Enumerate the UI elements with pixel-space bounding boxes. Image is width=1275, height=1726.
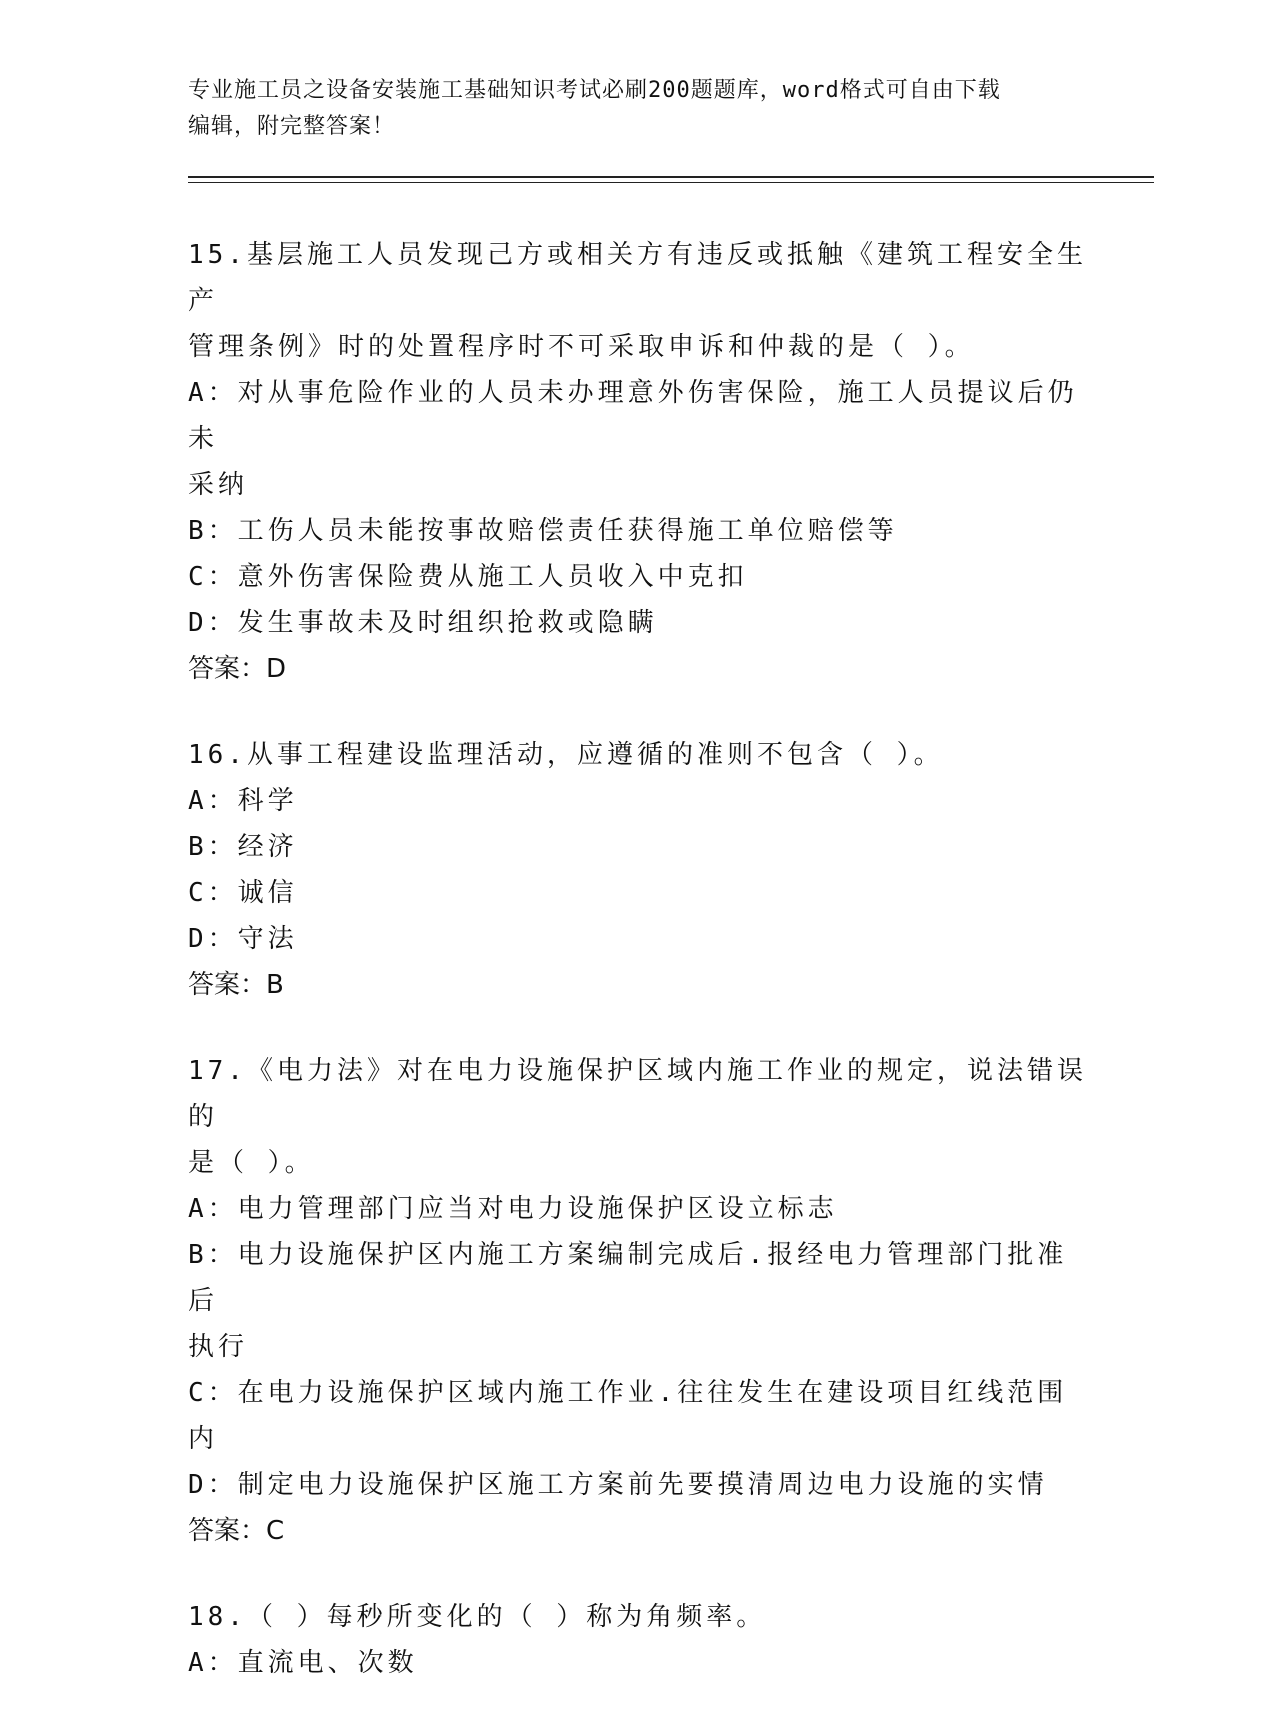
question-16 xyxy=(188,732,1088,1008)
answer-line: 答案：B xyxy=(188,970,284,1000)
option-c: C：意外伤害保险费从施工人员收入中克扣 xyxy=(188,562,748,592)
option-b-continuation: 执行 xyxy=(188,1332,249,1362)
option-c: C：在电力设施保护区域内施工作业.往往发生在建设项目红线范围内 xyxy=(188,1378,1068,1454)
option-b: B：工伤人员未能按事故赔偿责任获得施工单位赔偿等 xyxy=(188,516,898,546)
question-stem-line: 17.《电力法》对在电力设施保护区域内施工作业的规定，说法错误的 xyxy=(188,1056,1087,1132)
option-c: C：诚信 xyxy=(188,878,298,908)
header-title-line-2: 编辑，附完整答案！ xyxy=(188,114,396,139)
answer-line: 答案：C xyxy=(188,1516,285,1546)
header-divider-thick xyxy=(188,176,1154,178)
option-a: A：电力管理部门应当对电力设施保护区设立标志 xyxy=(188,1194,838,1224)
question-list xyxy=(188,232,1088,1726)
question-stem-line: 18.（ ）每秒所变化的（ ）称为角频率。 xyxy=(188,1602,767,1632)
question-17 xyxy=(188,1048,1088,1554)
answer-line: 答案：D xyxy=(188,654,287,684)
header-divider-thin xyxy=(188,182,1154,183)
question-stem-line: 15.基层施工人员发现己方或相关方有违反或抵触《建筑工程安全生产 xyxy=(188,240,1087,316)
option-a: A：对从事危险作业的人员未办理意外伤害保险，施工人员提议后仍未 xyxy=(188,378,1078,454)
question-stem-line: 是（ ）。 xyxy=(188,1148,315,1178)
option-d: D：守法 xyxy=(188,924,298,954)
option-a: A：科学 xyxy=(188,786,298,816)
option-a-continuation: 采纳 xyxy=(188,470,249,500)
option-d: D：制定电力设施保护区施工方案前先要摸清周边电力设施的实情 xyxy=(188,1470,1048,1500)
option-b: B：经济 xyxy=(188,832,298,862)
question-18 xyxy=(188,1594,1088,1686)
header-title-line-1: 专业施工员之设备安装施工基础知识考试必刷200题题库，word格式可自由下载 xyxy=(188,78,1001,103)
option-d: D：发生事故未及时组织抢救或隐瞒 xyxy=(188,608,658,638)
question-stem-line: 管理条例》时的处置程序时不可采取申诉和仲裁的是（ ）。 xyxy=(188,332,975,362)
question-stem-line: 16.从事工程建设监理活动，应遵循的准则不包含（ ）。 xyxy=(188,740,944,770)
document-header xyxy=(188,73,1068,145)
option-a: A：直流电、次数 xyxy=(188,1648,418,1678)
option-b: B：电力设施保护区内施工方案编制完成后.报经电力管理部门批准后 xyxy=(188,1240,1068,1316)
question-15 xyxy=(188,232,1088,692)
